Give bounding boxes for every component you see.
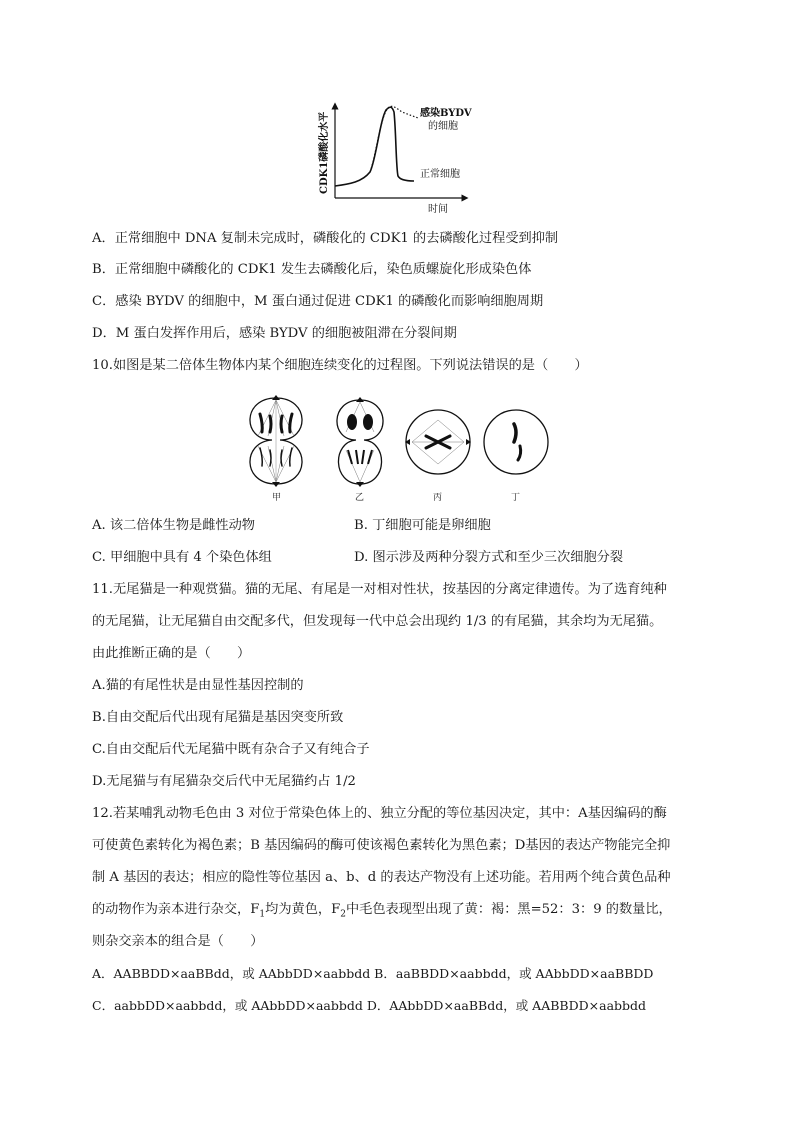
- cdk1-graph: [310, 100, 510, 218]
- cell-division-figure: [236, 392, 556, 504]
- q9-option-c: C．感染 BYDV 的细胞中，M 蛋白通过促进 CDK1 的磷酸化而影响细胞周期: [92, 294, 544, 309]
- normal-label: 正常细胞: [420, 169, 460, 180]
- q12-stem-4: [92, 901, 672, 924]
- q10-option-b: B. 丁细胞可能是卵细胞: [354, 518, 491, 533]
- q12-options-ab: A．AABBDD×aaBBdd，或 AAbbDD×aabbdd B．aaBBDD×aabbdd，或 AAbbDD×aaBBDD: [92, 966, 654, 981]
- q11-option-b: B.自由交配后代出现有尾猫是基因突变所致: [92, 710, 344, 725]
- q11-stem-2: 的无尾猫，让无尾猫自由交配多代，但发现每一代中总会出现约 1/3 的有尾猫，其余均为无尾猫。: [92, 614, 663, 629]
- cell-label-yi: 乙: [355, 493, 365, 503]
- q11-stem-1: 11.无尾猫是一种观赏猫。猫的无尾、有尾是一对相对性状，按基因的分离定律遗传。为了选育纯种: [92, 582, 667, 597]
- q12-stem-4a: 的动物作为亲本进行杂交，F: [92, 902, 260, 917]
- q9-option-a: A．正常细胞中 DNA 复制未完成时，磷酸化的 CDK1 的去磷酸化过程受到抑制: [92, 231, 559, 246]
- q12-stem-2: 可使黄色素转化为褐色素；B 基因编码的酶可使该褐色素转化为黑色素；D基因的表达产物能完全抑: [92, 838, 671, 853]
- q12-stem-3: 制 A 基因的表达；相应的隐性等位基因 a、b、d 的表达产物没有上述功能。若用两个纯合黄色品种: [92, 870, 671, 885]
- normal-cell-curve: [335, 107, 414, 186]
- infected-label-1: 感染BYDV: [420, 108, 472, 119]
- q12-f1-sub: 1: [259, 909, 266, 920]
- q10-option-c: C. 甲细胞中具有 4 个染色体组: [92, 550, 272, 565]
- q9-option-b: B．正常细胞中磷酸化的 CDK1 发生去磷酸化后，染色质螺旋化形成染色体: [92, 262, 532, 277]
- cell-yi: [337, 397, 383, 487]
- q12-stem-4b: 均为黄色，F: [265, 902, 341, 917]
- cell-bing: [405, 410, 471, 474]
- q9-option-d: D．M 蛋白发挥作用后，感染 BYDV 的细胞被阻滞在分裂间期: [92, 326, 457, 341]
- y-axis-label: CDK1磷酸化水平: [319, 111, 330, 194]
- x-axis-label: 时间: [428, 204, 448, 215]
- q11-option-a: A.猫的有尾性状是由显性基因控制的: [92, 678, 304, 693]
- q10-option-d: D. 图示涉及两种分裂方式和至少三次细胞分裂: [354, 550, 624, 565]
- infected-label-2: 的细胞: [428, 121, 458, 132]
- cell-jia: [250, 395, 302, 487]
- q12-stem-5: 则杂交亲本的组合是（ ）: [92, 934, 264, 949]
- cell-ding: [484, 410, 548, 474]
- q12-f2-sub: 2: [340, 909, 346, 920]
- q10-option-a: A. 该二倍体生物是雌性动物: [92, 518, 255, 533]
- q12-stem-4c: 中毛色表现型出现了黄：褐：黑=52：3：9 的数量比，: [345, 902, 672, 917]
- q12-options-cd: C．aabbDD×aabbdd，或 AAbbDD×aabbdd D．AAbbDD×aaBBdd，或 AABBDD×aabbdd: [92, 998, 647, 1013]
- q11-stem-3: 由此推断正确的是（ ）: [92, 646, 251, 661]
- q11-option-c: C.自由交配后代无尾猫中既有杂合子又有纯合子: [92, 742, 370, 757]
- q10-stem: 10.如图是某二倍体生物体内某个细胞连续变化的过程图。下列说法错误的是（ ）: [92, 358, 588, 373]
- cell-label-bing: 丙: [433, 493, 443, 503]
- cell-label-jia: 甲: [272, 493, 282, 503]
- cell-label-ding: 丁: [511, 493, 521, 503]
- q11-option-d: D.无尾猫与有尾猫杂交后代中无尾猫约占 1/2: [92, 774, 356, 789]
- q12-stem-1: 12.若某哺乳动物毛色由 3 对位于常染色体上的、独立分配的等位基因决定，其中：A基因编码的酶: [92, 806, 667, 821]
